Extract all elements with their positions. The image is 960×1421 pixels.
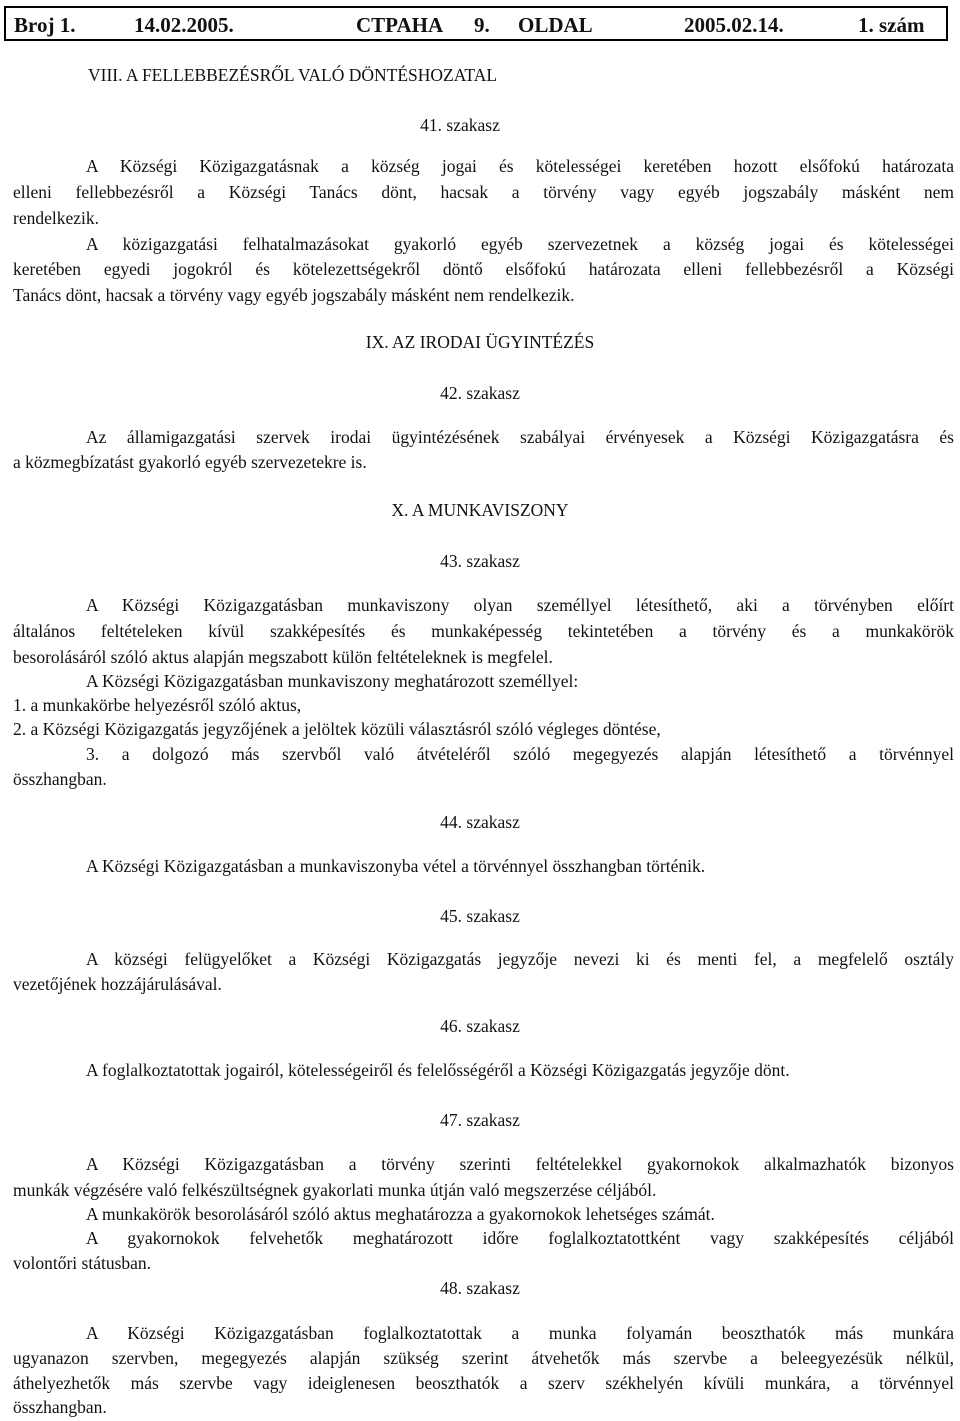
paragraph-line: Az államigazgatási szervek irodai ügyintézésének szabályai érvényesek a Községi Közigazgatásra és — [86, 427, 954, 447]
paragraph-line: rendelkezik. — [13, 208, 99, 228]
paragraph-line: A községi felügyelőket a Községi Közigazgatás jegyzője nevezi ki és menti fel, a megfelelő osztály — [86, 949, 954, 969]
paragraph-line: munkák végzésére való felkészültségnek gyakorlati munka útján való megszerzése céljából. — [13, 1180, 657, 1200]
section-title: 47. szakasz — [440, 1110, 520, 1130]
section-title: 42. szakasz — [440, 383, 520, 403]
section-title: 43. szakasz — [440, 551, 520, 571]
paragraph-line: A gyakornokok felvehetők meghatározott időre foglalkoztatottként vagy szakképesítés céljából — [86, 1228, 954, 1248]
paragraph-line: A Községi Közigazgatásnak a község jogai és kötelességei keretében hozott elsőfokú határozata — [86, 156, 954, 176]
chapter-title: VIII. A FELLEBBEZÉSRŐL VALÓ DÖNTÉSHOZATAL — [88, 65, 498, 85]
paragraph-line: A Községi Közigazgatásban a munkaviszonyba vétel a törvénnyel összhangban történik. — [86, 856, 706, 876]
page-header — [4, 6, 948, 41]
paragraph-line: A közigazgatási felhatalmazásokat gyakorló egyéb szervezetnek a község jogai és kötelességei — [86, 234, 954, 254]
paragraph-line: összhangban. — [13, 1397, 107, 1417]
list-item: 3. a dolgozó más szervből való átvételéről szóló megegyezés alapján létesíthető a törvénnyel — [86, 744, 954, 764]
paragraph-line: volontőri státusban. — [13, 1253, 152, 1273]
list-item: összhangban. — [13, 769, 107, 789]
section-title: 48. szakasz — [440, 1278, 520, 1298]
paragraph-line: a közmegbízatást gyakorló egyéb szervezetekre is. — [13, 452, 367, 472]
header-page-number: 9. — [474, 13, 490, 37]
header-date-2: 2005.02.14. — [684, 13, 784, 37]
header-page-word-hu: OLDAL — [518, 13, 593, 37]
paragraph-line: A Községi Közigazgatásban foglalkoztatottak a munka folyamán beoszthatók más munkára — [86, 1323, 954, 1343]
section-title: 41. szakasz — [420, 115, 500, 135]
list-item: 2. a Községi Közigazgatás jegyzőjének a jelöltek közüli választásról szóló végleges döntése, — [13, 719, 661, 739]
header-issue: Broj 1. — [14, 13, 76, 37]
section-title: 46. szakasz — [440, 1016, 520, 1036]
list-item: 1. a munkakörbe helyezésről szóló aktus, — [13, 695, 302, 715]
paragraph-line: Tanács dönt, hacsak a törvény vagy egyéb jogszabály másként nem rendelkezik. — [13, 285, 575, 305]
paragraph-line: A foglalkoztatottak jogairól, kötelességeiről és felelősségéről a Községi Közigazgatás jegyzője dönt. — [86, 1060, 790, 1080]
paragraph-line: vezetőjének hozzájárulásával. — [13, 974, 222, 994]
paragraph-line: általános feltételeken kívül szakképesítés és munkaképesség tekintetében a törvény és a munkakörök — [13, 621, 954, 641]
paragraph-line: A Községi Közigazgatásban munkaviszony olyan személlyel létesíthető, aki a törvényben előírt — [86, 595, 954, 615]
header-date-1: 14.02.2005. — [134, 13, 234, 37]
paragraph-line: A Községi Közigazgatásban a törvény szerinti feltételekkel gyakornokok alkalmazhatók bizonyos — [86, 1154, 954, 1174]
chapter-title: IX. AZ IRODAI ÜGYINTÉZÉS — [365, 332, 595, 352]
section-title: 45. szakasz — [440, 906, 520, 926]
header-issue-hu: 1. szám — [858, 13, 925, 37]
chapter-title: X. A MUNKAVISZONY — [391, 500, 569, 520]
paragraph-line: elleni fellebbezésről a Községi Tanács dönt, hacsak a törvény vagy egyéb jogszabály másként nem — [13, 182, 954, 202]
paragraph-line: keretében egyedi jogokról és kötelezettségekről döntő elsőfokú határozata elleni fellebbezésről a Községi — [13, 259, 954, 279]
paragraph-line: A munkakörök besorolásáról szóló aktus meghatározza a gyakornokok lehetséges számát. — [86, 1204, 715, 1224]
paragraph-line: áthelyezhetők más szervbe vagy ideiglenesen beoszthatók a szerv székhelyén kívüli munkára, a törvénnyel — [13, 1373, 954, 1393]
paragraph-line: A Községi Közigazgatásban munkaviszony meghatározott személlyel: — [86, 671, 579, 691]
paragraph-line: besorolásáról szóló aktus alapján megszabott külön feltételeknek is megfelel. — [13, 647, 553, 667]
header-page-word-sr: CTPAHA — [356, 13, 444, 37]
section-title: 44. szakasz — [440, 812, 520, 832]
paragraph-line: ugyanazon szervben, megegyezés alapján szükség szerint átvehetők más szervbe a beleegyezésük nélkül, — [13, 1348, 954, 1368]
